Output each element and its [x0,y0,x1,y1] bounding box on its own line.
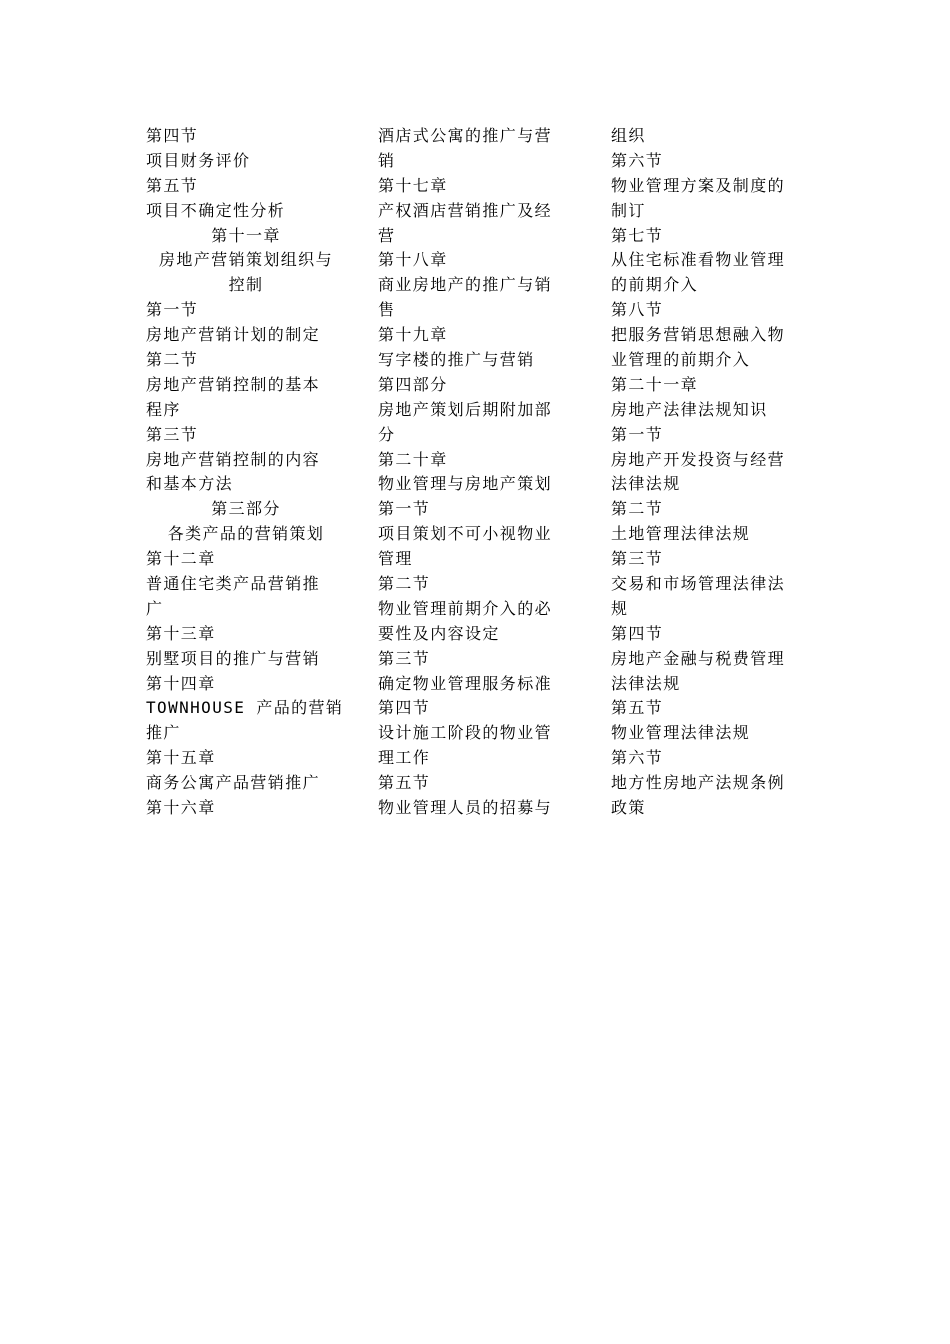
toc-line: 第三部分 [211,499,281,519]
toc-line: 法律法规 [611,673,681,693]
toc-line: 第六节 [611,748,664,768]
toc-line: 土地管理法律法规 [611,524,751,544]
toc-line: 第十三章 [146,623,216,643]
toc-line: 管理 [378,549,413,569]
toc-line: 房地产营销控制的内容 [146,449,321,469]
toc-line: 第七节 [611,225,664,245]
toc-line: 项目策划不可小视物业 [378,524,553,544]
toc-line: 和基本方法 [146,474,234,494]
toc-line: 从住宅标准看物业管理 [611,250,786,270]
toc-line: 第五节 [611,698,664,718]
toc-line: 第三节 [146,424,199,444]
toc-line: 分 [378,424,396,444]
toc-line: 第四节 [611,623,664,643]
toc-line: 第十六章 [146,798,216,818]
toc-line: 第十九章 [378,325,448,345]
toc-line: 房地产营销控制的基本 [146,374,321,394]
toc-line: 第五节 [146,175,199,195]
toc-line: 广 [146,598,164,618]
toc-line: 确定物业管理服务标准 [378,673,553,693]
toc-line: 房地产策划后期附加部 [378,399,553,419]
toc-line: 第二十一章 [611,374,699,394]
toc-column-1 [146,124,346,821]
toc-line: 商业房地产的推广与销 [378,275,553,295]
toc-line: TOWNHOUSE 产品的营销 [146,698,344,718]
toc-line: 第十一章 [211,225,281,245]
toc-line: 第六节 [611,150,664,170]
toc-line: 第三节 [378,648,431,668]
toc-line: 推广 [146,723,181,743]
toc-line: 写字楼的推广与营销 [378,350,535,370]
toc-line: 规 [611,598,629,618]
toc-line: 交易和市场管理法律法 [611,574,786,594]
toc-line: 要性及内容设定 [378,623,500,643]
toc-line: 项目财务评价 [146,150,251,170]
toc-line: 房地产法律法规知识 [611,399,768,419]
toc-line: 组织 [611,126,646,145]
toc-line: 政策 [611,798,646,818]
toc-line: 第十四章 [146,673,216,693]
toc-line: 物业管理法律法规 [611,723,751,743]
toc-line: 商务公寓产品营销推广 [146,773,321,793]
toc-line: 房地产营销计划的制定 [146,325,321,345]
toc-line: 的前期介入 [611,275,699,295]
toc-line: 第二节 [378,574,431,594]
toc-line: 第十八章 [378,250,448,270]
toc-line: 控制 [228,275,264,295]
toc-line: 第十七章 [378,175,448,195]
toc-line: 第一节 [378,499,431,519]
toc-line: 第十五章 [146,748,216,768]
toc-line: 项目不确定性分析 [146,200,286,220]
toc-line: 售 [378,300,396,320]
toc-line: 酒店式公寓的推广与营 [378,126,553,145]
toc-line: 第一节 [146,300,199,320]
toc-line: 房地产金融与税费管理 [611,648,786,668]
toc-line: 第五节 [378,773,431,793]
toc-line: 第十二章 [146,549,216,569]
toc-line: 第二节 [611,499,664,519]
toc-line: 房地产营销策划组织与 [158,250,333,270]
toc-line: 理工作 [378,748,431,768]
toc-line: 销 [378,150,396,170]
toc-column-3 [611,124,811,821]
toc-line: 第四节 [146,126,199,145]
toc-line: 业管理的前期介入 [611,350,751,370]
toc-line: 第八节 [611,300,664,320]
toc-line: 第四部分 [378,374,448,394]
toc-line: 第二节 [146,350,199,370]
toc-line: 物业管理前期介入的必 [378,598,553,618]
toc-line: 第二十章 [378,449,448,469]
toc-column-2 [378,124,578,821]
toc-line: 物业管理与房地产策划 [378,474,553,494]
toc-line: 把服务营销思想融入物 [611,325,786,345]
toc-line: 设计施工阶段的物业管 [378,723,553,743]
toc-line: 物业管理人员的招募与 [378,798,553,818]
toc-line: 普通住宅类产品营销推 [146,574,321,594]
toc-line: 程序 [146,399,181,419]
toc-line: 产权酒店营销推广及经 [378,200,553,220]
toc-line: 第三节 [611,549,664,569]
toc-line: 第四节 [378,698,431,718]
toc-line: 第一节 [611,424,664,444]
toc-line: 地方性房地产法规条例 [611,773,786,793]
toc-line: 房地产开发投资与经营 [611,449,786,469]
toc-line: 别墅项目的推广与营销 [146,648,321,668]
toc-line: 物业管理方案及制度的 [611,175,786,195]
toc-line: 营 [378,225,396,245]
toc-line: 各类产品的营销策划 [167,524,325,544]
toc-line: 制订 [611,200,646,220]
toc-line: 法律法规 [611,474,681,494]
